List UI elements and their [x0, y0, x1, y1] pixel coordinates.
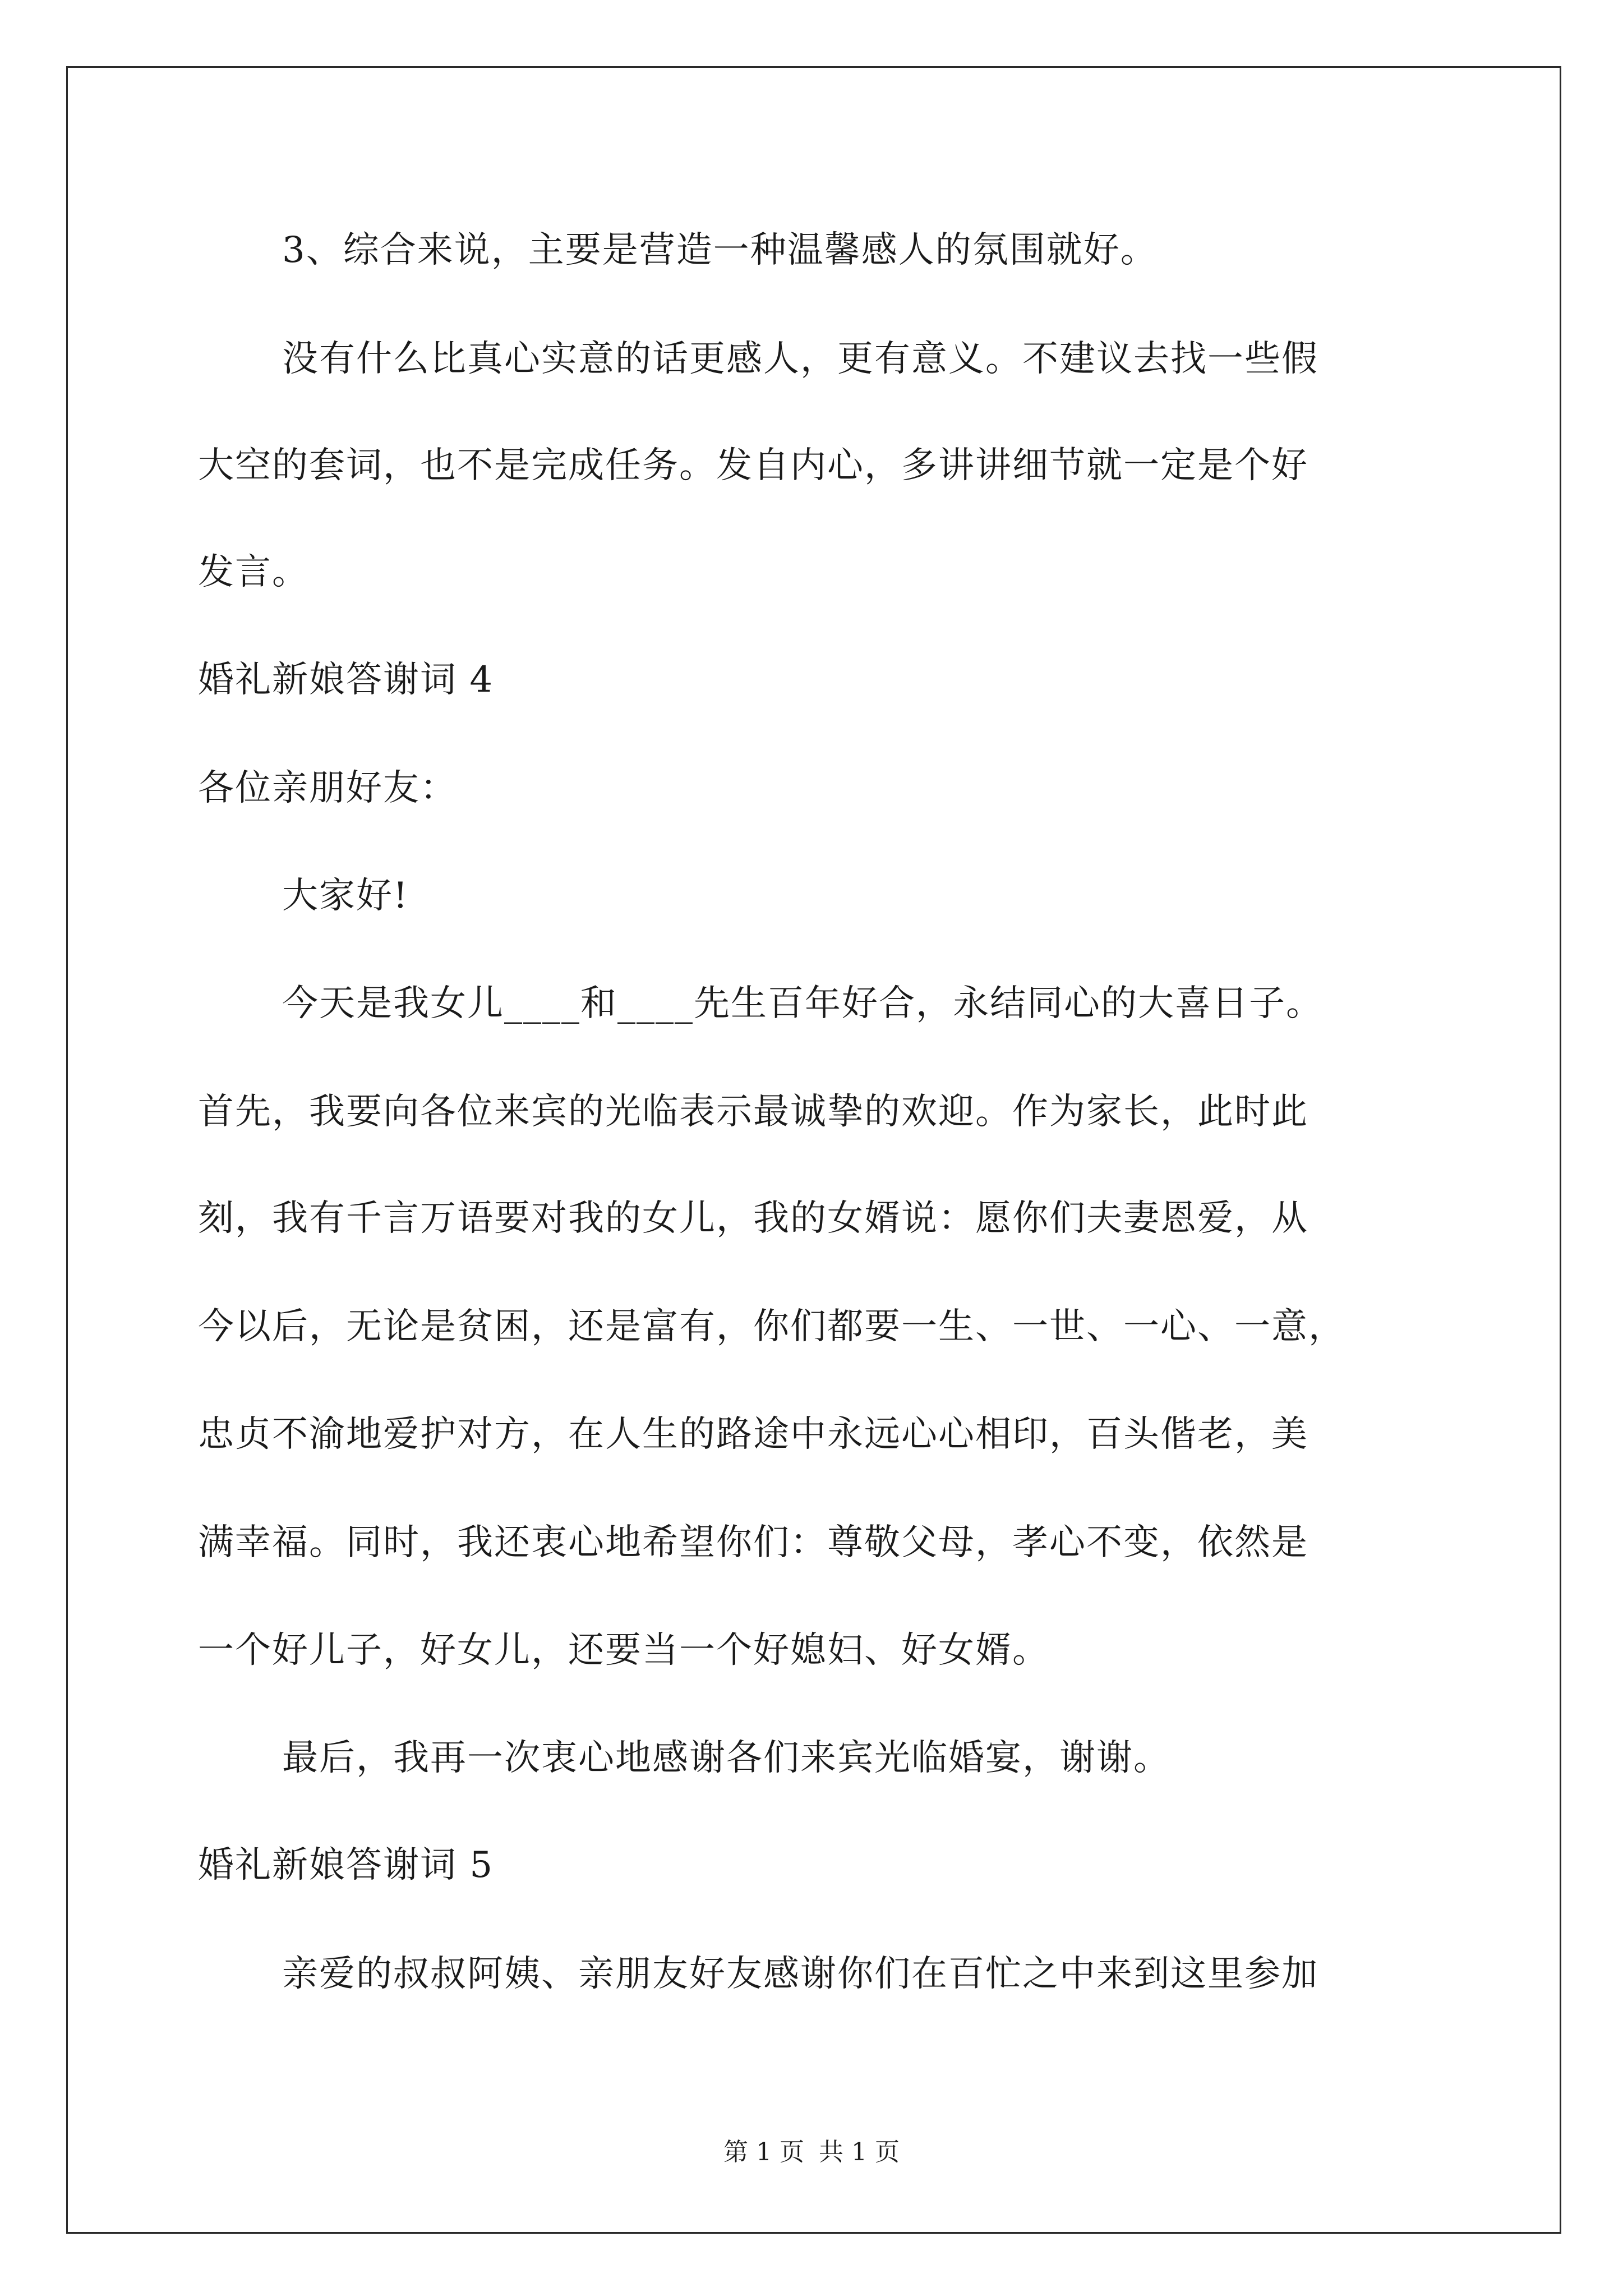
- paragraph-line: 发言。: [198, 551, 309, 593]
- paragraph-line: 忠贞不渝地爱护对方，在人生的路途中永远心心相印，百头偕老，美: [198, 1414, 1308, 1455]
- paragraph-line: 最后，我再一次衷心地感谢各们来宾光临婚宴，谢谢。: [282, 1737, 1170, 1779]
- page-footer: [0, 2140, 1623, 2165]
- paragraph-line: 满幸福。同时，我还衷心地希望你们：尊敬父母，孝心不变，依然是: [198, 1522, 1308, 1563]
- page-number: 第 1 页: [723, 2138, 804, 2166]
- paragraph-line: 一个好儿子，好女儿，还要当一个好媳妇、好女婿。: [198, 1630, 1049, 1671]
- paragraph-line: 3、综合来说，主要是营造一种温馨感人的氛围就好。: [282, 229, 1158, 271]
- page-border: [66, 66, 1561, 2234]
- paragraph-line: 没有什么比真心实意的话更感人，更有意义。不建议去找一些假: [282, 338, 1318, 380]
- salutation: 各位亲朋好友：: [198, 767, 457, 809]
- paragraph-line: 大空的套词，也不是完成任务。发自内心，多讲讲细节就一定是个好: [198, 445, 1308, 486]
- section-heading: 婚礼新娘答谢词 5: [198, 1844, 494, 1886]
- paragraph-line: 刻，我有千言万语要对我的女儿，我的女婿说：愿你们夫妻恩爱，从: [198, 1198, 1308, 1239]
- section-heading: 婚礼新娘答谢词 4: [198, 659, 494, 701]
- paragraph-line: 首先，我要向各位来宾的光临表示最诚挚的欢迎。作为家长，此时此: [198, 1091, 1308, 1133]
- paragraph-line: 亲爱的叔叔阿姨、亲朋友好友感谢你们在百忙之中来到这里参加: [282, 1953, 1318, 1995]
- greeting: 大家好!: [282, 875, 409, 917]
- paragraph-line: 今以后，无论是贫困，还是富有，你们都要一生、一世、一心、一意，: [198, 1306, 1345, 1347]
- page-total: 共 1 页: [819, 2138, 900, 2166]
- paragraph-line: 今天是我女儿____和____先生百年好合，永结同心的大喜日子。: [282, 983, 1323, 1024]
